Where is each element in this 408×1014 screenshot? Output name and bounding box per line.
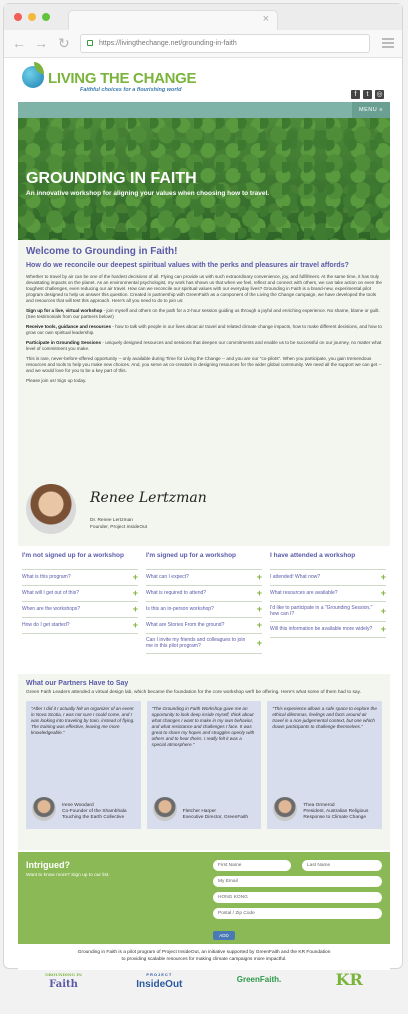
testimonial-card [26, 701, 141, 829]
partner-logos [18, 970, 390, 990]
faq-column-heading: I have attended a workshop [270, 552, 386, 570]
plus-icon[interactable]: + [256, 637, 262, 648]
address-bar[interactable] [80, 34, 370, 53]
postal-code-field[interactable]: Postal / Zip Code [213, 908, 382, 919]
author-name: Thea Ormerod [303, 803, 335, 808]
author-role: Co-Founder of the Shambhala Touching the Earth Collective [62, 809, 127, 820]
bullet-title: Receive tools, guidance and resources [26, 324, 112, 329]
faq-item[interactable] [146, 570, 262, 586]
logo-caption: GROUNDING IN [45, 972, 82, 977]
faq-question: Will this information be available more widely? [270, 625, 373, 632]
add-button[interactable]: ADD [213, 931, 235, 940]
faq-column-heading: I'm signed up for a workshop [146, 552, 262, 570]
testimonial-quote: "The Grounding in Faith Workshop gave me an opportunity to look deep inside myself, think about what changes I want to make in my own behavior, and what resistance and challenges I face. It was great to share my hopes and struggles openly with others and to hear theirs. I really felt it was a special atmosphere." [151, 706, 255, 747]
instagram-icon[interactable]: ◎ [376, 91, 383, 98]
reload-icon[interactable]: ↻ [58, 35, 70, 51]
bullet-title: Participate in Grounding Sessions [26, 340, 102, 345]
faq-item[interactable] [146, 634, 262, 654]
menu-button[interactable]: MENU ≡ [352, 102, 390, 118]
minimize-window-button[interactable] [28, 13, 36, 21]
plus-icon[interactable]: + [380, 588, 386, 598]
intro-paragraph-2: This is rare, never-before-offered opportunity -- only available during Time for Living the Change -- and you are our "co-pilots". When you participate, you gain tremendous resources and tools to help you make new choices. And, you serve as co-creators in designing resources for the wider global community. We need all the support we can get -- and we would love for you to be a key part of this. [26, 356, 382, 373]
faq-column-heading: I'm not signed up for a workshop [22, 552, 138, 570]
testimonial-quote: "This experience allows a safe space to explore the ethical dilemmas, feelings and facts around air travel in a non-judgemental context, but one which draws participants to challenge themselves." [272, 706, 377, 729]
plus-icon[interactable]: + [380, 623, 386, 634]
maximize-window-button[interactable] [42, 13, 50, 21]
footer-line-2: to providing scalable resources for making climate campaigns more impactful. [121, 956, 287, 962]
partners-heading: What our Partners Have to Say [26, 680, 129, 687]
author-avatar [26, 484, 76, 534]
faq-item[interactable] [270, 570, 386, 586]
country-select[interactable]: HONG KONG [213, 892, 382, 903]
testimonial-card [267, 701, 382, 829]
footer-text [18, 944, 390, 963]
bullet-text: - uniquely designed resources and sessions that deepen our commitments and enable us to be successful on our journey, no matter what level of commitment you make. [26, 340, 382, 351]
hero-banner [18, 118, 390, 240]
faq-item[interactable] [270, 622, 386, 638]
hero-subtitle: An innovative workshop for aligning your values when choosing how to travel. [26, 190, 270, 197]
bullet-text: - how to talk with people in our lives about air travel and related climate change impacts, how to make different decisions, and how to grow our own spiritual leadership. [26, 324, 382, 335]
testimonial-avatar [153, 797, 177, 821]
partners-section [18, 674, 390, 850]
kr-foundation-logo[interactable]: KR [335, 970, 363, 989]
faq-section [18, 546, 390, 674]
intro-heading: Welcome to Grounding in Faith! [26, 246, 178, 257]
author-name: Dr. Renee Lertzman [90, 518, 133, 523]
faq-question: What is required to attend? [146, 590, 207, 597]
footer-line-1: Grounding in Faith is a pilot program of Project InsideOut, an initiative supported by GreenFaith and the KR Foundation [77, 950, 331, 955]
faq-column-not-signed-up [22, 552, 138, 674]
faq-question: I'd like to participate in a "Grounding Session," how can I? [270, 605, 373, 618]
forward-arrow-icon[interactable]: → [34, 35, 48, 51]
site-logo-tagline: Faithful choices for a flourishing world [80, 87, 182, 93]
browser-menu-icon[interactable] [382, 38, 394, 48]
intro-paragraph: Whether to travel by air can be one of the hardest decisions of all. Flying can provide us with such extraordinary convenience, joy, and fulfillment. At the same time, it has truly devastating impacts on the planet. As an environmental psychologist, my work has shown us that when we feel, reflect and connect with others, we can take action on even the toughest challenges, even reducing our air travel. How can we reconcile our spiritual values with our everyday lives? Grounding in Faith is a brand-new, experimental pilot program designed to help us answer this question. Created in partnership with GreenFaith as a component of the Living the Change campaign, we have developed the tools and resources that will test this approach. Here's all you need to do to join us: [26, 274, 382, 303]
plus-icon[interactable]: + [132, 620, 138, 630]
greenfaith-logo[interactable]: GreenFaith. [236, 975, 282, 984]
intro-bullet-2 [26, 324, 382, 336]
intro-subheading: How do we reconcile our deepest spiritual values with the perks and pleasures air travel affords? [26, 262, 349, 269]
testimonial-avatar [32, 797, 56, 821]
logo-caption: PROJECT [146, 972, 173, 977]
intro-bullet-3 [26, 340, 382, 352]
intro-bullet-1 [26, 308, 382, 320]
faq-question: Is this an in-person workshop? [146, 606, 214, 613]
plus-icon[interactable]: + [132, 572, 138, 582]
faq-column-signed-up [146, 552, 262, 674]
testimonial-author [183, 809, 248, 821]
signature-block [26, 484, 226, 538]
signup-section [18, 852, 390, 944]
signup-subtext: Want to know more? Sign up to our list. [26, 873, 110, 878]
faq-item[interactable] [146, 618, 262, 634]
grounding-in-faith-logo[interactable] [45, 970, 82, 990]
faq-item[interactable] [270, 586, 386, 602]
site-header [18, 58, 390, 102]
faq-item[interactable] [22, 602, 138, 618]
author-credit [90, 518, 147, 531]
social-links [351, 90, 384, 99]
facebook-icon[interactable]: f [351, 90, 360, 99]
faq-item[interactable] [22, 570, 138, 586]
url-text: https://livingthechange.net/grounding-in-faith [99, 40, 237, 47]
testimonial-author [62, 803, 141, 821]
author-name: Fletcher Harper [182, 809, 216, 814]
faq-question: What is this program? [22, 574, 71, 581]
back-arrow-icon[interactable]: ← [12, 35, 26, 51]
browser-tab[interactable] [68, 10, 278, 30]
plus-icon[interactable]: + [256, 604, 262, 614]
logo-wordmark: InsideOut [136, 979, 183, 990]
hero-title: GROUNDING IN FAITH [26, 170, 197, 187]
bullet-text: - join myself and others on the path for a 2-hour session guiding us through a joyful and enriching experience. No shame, blame or guilt. (See testimonials from our partners below!) [26, 308, 380, 319]
last-name-field[interactable]: Last Name [302, 860, 382, 871]
testimonial-avatar [273, 797, 297, 821]
faq-item[interactable] [22, 586, 138, 602]
testimonial-card [147, 701, 262, 829]
faq-column-attended [270, 552, 386, 674]
faq-question: When are the workshops? [22, 606, 81, 613]
twitter-icon[interactable]: t [363, 90, 372, 99]
plus-icon[interactable]: + [132, 604, 138, 614]
plus-icon[interactable]: + [256, 620, 262, 630]
intro-section [18, 240, 390, 546]
testimonial-author [303, 803, 382, 821]
faq-item[interactable] [22, 618, 138, 634]
faq-question: How do I get started? [22, 622, 70, 629]
logo-wordmark: Faith [49, 979, 78, 990]
site-logo-title[interactable]: LIVING THE CHANGE [48, 70, 197, 87]
faq-question: I attended! What now? [270, 574, 321, 581]
tab-close-icon[interactable]: × [262, 13, 269, 25]
faq-item[interactable] [146, 586, 262, 602]
plus-icon[interactable]: + [132, 588, 138, 598]
intro-call-to-action: Please join us! Sign up today. [26, 378, 87, 383]
author-role: Founder, Project InsideOut [90, 524, 148, 530]
faq-question: What can I expect? [146, 574, 189, 581]
title-bar [4, 4, 402, 30]
bullet-title: Sign up for a live, virtual workshop [26, 308, 103, 313]
testimonials [26, 701, 382, 829]
faq-question: What are Stories From the ground? [146, 622, 225, 629]
faq-question: What will I get out of this? [22, 590, 79, 597]
faq-item[interactable] [270, 602, 386, 622]
browser-toolbar [4, 30, 402, 58]
author-role: President, Australian Religious Response to Climate Change [303, 809, 369, 820]
author-name: Irene Woodard [62, 803, 94, 808]
handwritten-signature: Renee Lertzman [90, 490, 207, 506]
testimonial-quote: "After I did it I actually felt an organizer of an event in Nova Scotia, I was not sure I could come, and I was looking into traveling by train, instead of flying. The training was effective, leaving me more knowledgeable." [31, 706, 135, 735]
site-footer [18, 944, 390, 1014]
close-window-button[interactable] [14, 13, 22, 21]
plus-icon[interactable]: + [380, 605, 386, 616]
plus-icon[interactable]: + [256, 572, 262, 582]
project-insideout-logo[interactable] [136, 970, 182, 990]
author-role: Executive Director, GreenFaith [182, 815, 248, 820]
first-name-field[interactable]: First Name [213, 860, 291, 871]
plus-icon[interactable]: + [256, 588, 262, 598]
faq-item[interactable] [146, 602, 262, 618]
lock-icon [87, 40, 93, 46]
faq-question: What resources are available? [270, 590, 338, 597]
faq-question: Can I invite my friends and colleagues to join me in this pilot program? [146, 637, 246, 650]
email-field[interactable]: My Email [213, 876, 382, 887]
web-page [18, 58, 390, 990]
partners-description: Green Faith Leaders attended a virtual design lab, which became the foundation for the core workshop we'll be offering. Here's what some of them had to say. [26, 690, 361, 695]
plus-icon[interactable]: + [380, 572, 386, 582]
browser-window [3, 3, 403, 990]
nav-bar [18, 102, 390, 118]
signup-heading: Intrigued? [26, 860, 70, 870]
